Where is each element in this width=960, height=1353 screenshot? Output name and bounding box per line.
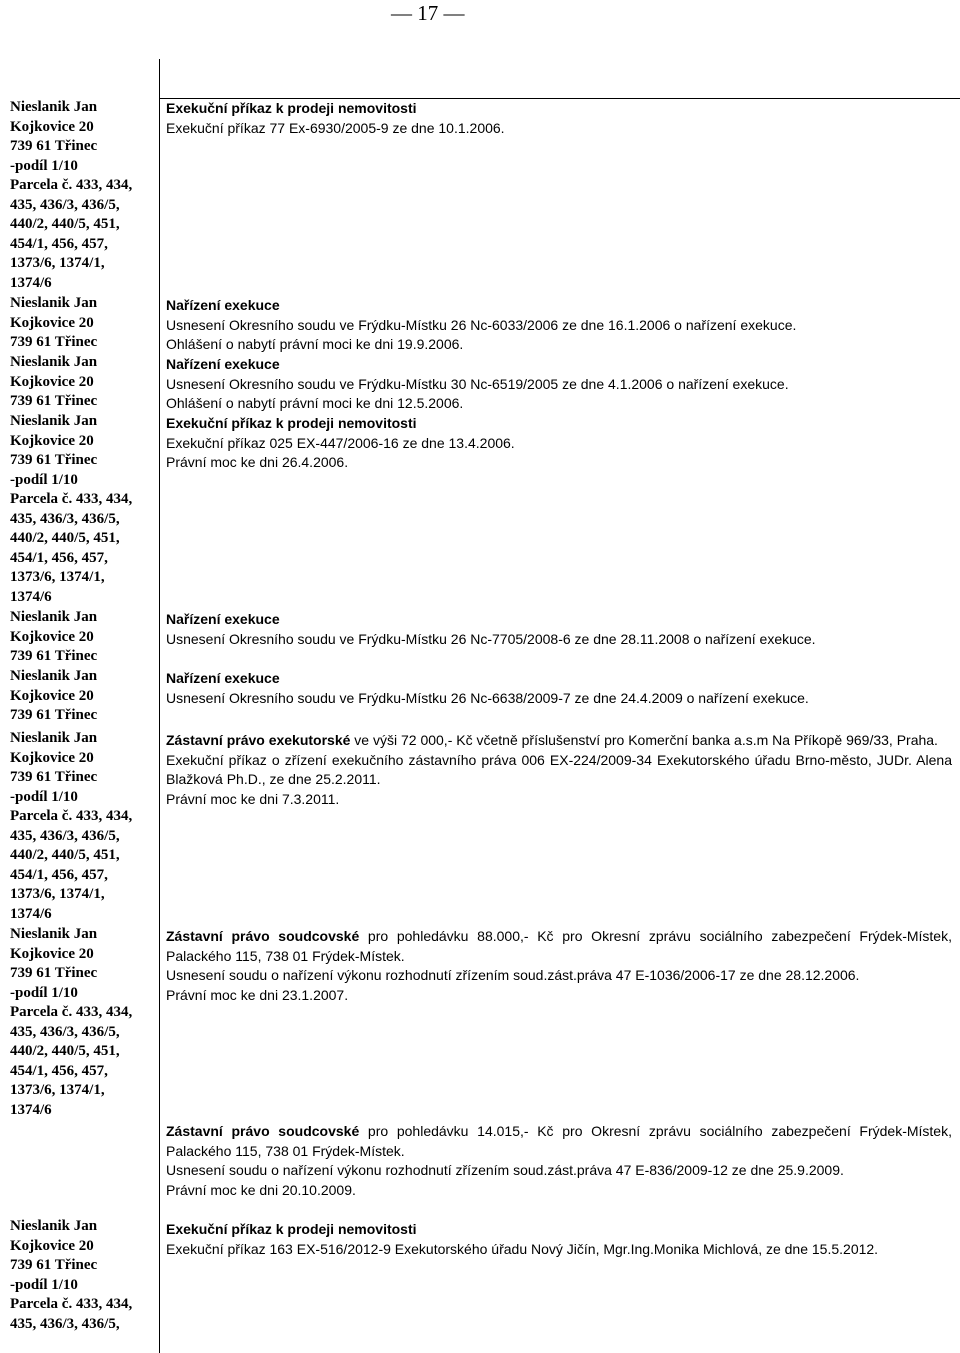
owner-share: -podíl 1/10 bbox=[10, 1276, 78, 1293]
parcel-line: 1373/6, 1374/1, bbox=[10, 569, 105, 586]
parcel-line: 1373/6, 1374/1, bbox=[10, 255, 105, 272]
entry-line: Usnesení Okresního soudu ve Frýdku-Místku 26 Nc-6638/2009-7 ze dne 24.4.2009 o nařízení exekuce. bbox=[166, 689, 809, 706]
owner-block bbox=[10, 353, 155, 412]
owner-name: Nieslanik Jan bbox=[10, 413, 98, 429]
entry-line: Právní moc ke dni 20.10.2009. bbox=[166, 1181, 356, 1198]
entry-line: Právní moc ke dni 26.4.2006. bbox=[166, 454, 349, 470]
entry-heading: Exekuční příkaz k prodeji nemovitosti bbox=[166, 100, 417, 116]
owner-address: Kojkovice 20 bbox=[10, 118, 94, 135]
parcel-line: Parcela č. 433, 434, bbox=[10, 1004, 133, 1021]
owner-address: Kojkovice 20 bbox=[10, 945, 94, 962]
parcel-line: Parcela č. 433, 434, bbox=[10, 808, 133, 825]
entry-paragraph: Usnesení soudu o nařízení výkonu rozhodnutí zřízením soud.zást.práva 47 E-836/2009-12 ze dne 25.9.2009. bbox=[166, 1162, 844, 1178]
entry-line: Usnesení Okresního soudu ve Frýdku-Místku 26 Nc-7705/2008-6 ze dne 28.11.2008 o nařízení exekuce. bbox=[166, 630, 816, 647]
entry-heading-rest: pro pohledávku 14.015,- Kč pro Okresní zprávu sociálního zabezpečení Frýdek-Místek, Palackého 115, 738 01 Frýdek-Místek. bbox=[166, 1123, 952, 1159]
entry-heading-rest: pro pohledávku 88.000,- Kč pro Okresní zprávu sociálního zabezpečení Frýdek-Místek, Palackého 115, 738 01 Frýdek-Místek. bbox=[166, 928, 952, 964]
parcel-line: 435, 436/3, 436/5, bbox=[10, 510, 120, 527]
owner-name: Nieslanik Jan bbox=[10, 926, 98, 942]
entry-heading-rest: ve výši 72 000,- Kč včetně příslušenství pro Komerční banka a.s.m Na Příkopě 969/33, Praha. bbox=[350, 732, 938, 748]
parcel-line: 440/2, 440/5, 451, bbox=[10, 1043, 120, 1060]
owner-city: 739 61 Třinec bbox=[10, 1257, 98, 1274]
entry-heading: Nařízení exekuce bbox=[166, 611, 280, 627]
parcel-line: 440/2, 440/5, 451, bbox=[10, 530, 120, 547]
entry-line: Ohlášení o nabytí právní moci ke dni 12.5.2006. bbox=[166, 395, 464, 411]
parcel-line: 454/1, 456, 457, bbox=[10, 866, 108, 883]
parcel-line: 435, 436/3, 436/5, bbox=[10, 196, 120, 213]
owner-share: -podíl 1/10 bbox=[10, 788, 78, 805]
parcel-line: 1374/6 bbox=[10, 905, 52, 922]
parcel-line: 1374/6 bbox=[10, 1101, 52, 1118]
owner-name: Nieslanik Jan bbox=[10, 99, 98, 115]
owner-address: Kojkovice 20 bbox=[10, 432, 94, 449]
encumbrance-entry bbox=[166, 355, 952, 414]
parcel-line: 454/1, 456, 457, bbox=[10, 235, 108, 252]
owner-address: Kojkovice 20 bbox=[10, 1237, 94, 1254]
owner-address: Kojkovice 20 bbox=[10, 314, 94, 331]
entry-line: Ohlášení o nabytí právní moci ke dni 19.9.2006. bbox=[166, 336, 464, 352]
parcel-line: 1373/6, 1374/1, bbox=[10, 1082, 105, 1099]
owner-block bbox=[10, 412, 155, 607]
parcel-line: 454/1, 456, 457, bbox=[10, 1062, 108, 1079]
owner-city: 739 61 Třinec bbox=[10, 648, 98, 665]
entry-line: Usnesení Okresního soudu ve Frýdku-Místku 30 Nc-6519/2005 ze dne 4.1.2006 o nařízení exekuce. bbox=[166, 375, 789, 392]
parcel-line: 435, 436/3, 436/5, bbox=[10, 827, 120, 844]
page-number: — 17 — bbox=[391, 1, 465, 25]
owner-city: 739 61 Třinec bbox=[10, 138, 98, 155]
owner-name: Nieslanik Jan bbox=[10, 668, 98, 684]
owner-name: Nieslanik Jan bbox=[10, 295, 98, 311]
encumbrance-entry bbox=[166, 610, 952, 649]
owner-address: Kojkovice 20 bbox=[10, 628, 94, 645]
entry-lien-paragraph bbox=[166, 1122, 952, 1161]
entry-paragraph: Exekuční příkaz o zřízení exekučního zástavního práva 006 EX-224/2009-34 Exekutorského úřadu Brno-město, JUDr. Alena Blažková Ph.D., ze dne 25.2.2011. bbox=[166, 751, 952, 787]
owner-name: Nieslanik Jan bbox=[10, 730, 98, 746]
entry-line: Usnesení Okresního soudu ve Frýdku-Místku 26 Nc-6033/2006 ze dne 16.1.2006 o nařízení exekuce. bbox=[166, 316, 797, 333]
parcel-line: 454/1, 456, 457, bbox=[10, 549, 108, 566]
owner-block bbox=[10, 1217, 155, 1334]
encumbrance-entry bbox=[166, 927, 952, 1005]
owner-block bbox=[10, 608, 155, 667]
owner-share: -podíl 1/10 bbox=[10, 157, 78, 174]
entry-heading: Zástavní právo soudcovské bbox=[166, 928, 360, 944]
entry-line: Právní moc ke dni 23.1.2007. bbox=[166, 986, 349, 1003]
owner-share: -podíl 1/10 bbox=[10, 984, 78, 1001]
encumbrance-entry bbox=[166, 669, 952, 708]
entry-paragraph: Usnesení soudu o nařízení výkonu rozhodnutí zřízením soud.zást.práva 47 E-1036/2006-17 ze dne 28.12.2006. bbox=[166, 967, 860, 983]
owner-address: Kojkovice 20 bbox=[10, 687, 94, 704]
encumbrance-entry bbox=[166, 1220, 952, 1259]
parcel-line: 435, 436/3, 436/5, bbox=[10, 1023, 120, 1040]
parcel-line: 435, 436/3, 436/5, bbox=[10, 1315, 120, 1332]
parcel-line: 1374/6 bbox=[10, 274, 52, 291]
entry-lien-paragraph bbox=[166, 927, 952, 966]
entry-heading: Zástavní právo exekutorské bbox=[166, 732, 351, 748]
entry-heading: Nařízení exekuce bbox=[166, 670, 280, 686]
owner-city: 739 61 Třinec bbox=[10, 334, 98, 351]
entry-line: Právní moc ke dni 7.3.2011. bbox=[166, 790, 340, 807]
owner-share: -podíl 1/10 bbox=[10, 471, 78, 488]
owner-block bbox=[10, 667, 155, 726]
owner-name: Nieslanik Jan bbox=[10, 1218, 98, 1234]
owner-city: 739 61 Třinec bbox=[10, 965, 98, 982]
parcel-line: Parcela č. 433, 434, bbox=[10, 177, 133, 194]
encumbrance-entry bbox=[166, 296, 952, 355]
owner-city: 739 61 Třinec bbox=[10, 393, 98, 410]
encumbrance-entry bbox=[166, 731, 952, 809]
table-column-divider bbox=[159, 59, 160, 1353]
owner-address: Kojkovice 20 bbox=[10, 749, 94, 766]
parcel-line: 440/2, 440/5, 451, bbox=[10, 847, 120, 864]
owner-name: Nieslanik Jan bbox=[10, 609, 98, 625]
owner-block bbox=[10, 294, 155, 353]
entry-lien-paragraph bbox=[166, 731, 952, 751]
owner-name: Nieslanik Jan bbox=[10, 354, 98, 370]
parcel-line: Parcela č. 433, 434, bbox=[10, 1296, 133, 1313]
entry-heading: Exekuční příkaz k prodeji nemovitosti bbox=[166, 1221, 417, 1237]
entry-heading: Nařízení exekuce bbox=[166, 297, 280, 313]
entry-line: Exekuční příkaz 77 Ex-6930/2005-9 ze dne 10.1.2006. bbox=[166, 119, 505, 136]
owner-block bbox=[10, 729, 155, 924]
owner-block bbox=[10, 98, 155, 293]
entry-heading: Exekuční příkaz k prodeji nemovitosti bbox=[166, 415, 417, 431]
entry-line: Exekuční příkaz 025 EX-447/2006-16 ze dne 13.4.2006. bbox=[166, 434, 515, 451]
owner-city: 739 61 Třinec bbox=[10, 769, 98, 786]
encumbrance-entry bbox=[166, 414, 952, 473]
parcel-line: 1374/6 bbox=[10, 588, 52, 605]
encumbrance-entry bbox=[166, 99, 952, 138]
owner-block bbox=[10, 925, 155, 1120]
parcel-line: Parcela č. 433, 434, bbox=[10, 491, 133, 508]
entry-heading: Zástavní právo soudcovské bbox=[166, 1123, 360, 1139]
parcel-line: 1373/6, 1374/1, bbox=[10, 886, 105, 903]
owner-city: 739 61 Třinec bbox=[10, 707, 98, 724]
encumbrance-entry bbox=[166, 1122, 952, 1200]
parcel-line: 440/2, 440/5, 451, bbox=[10, 216, 120, 233]
owner-address: Kojkovice 20 bbox=[10, 373, 94, 390]
entry-heading: Nařízení exekuce bbox=[166, 356, 280, 372]
entry-paragraph: Exekuční příkaz 163 EX-516/2012-9 Exekutorského úřadu Nový Jičín, Mgr.Ing.Monika Michlová, ze dne 15.5.2012. bbox=[166, 1240, 879, 1257]
owner-city: 739 61 Třinec bbox=[10, 452, 98, 469]
